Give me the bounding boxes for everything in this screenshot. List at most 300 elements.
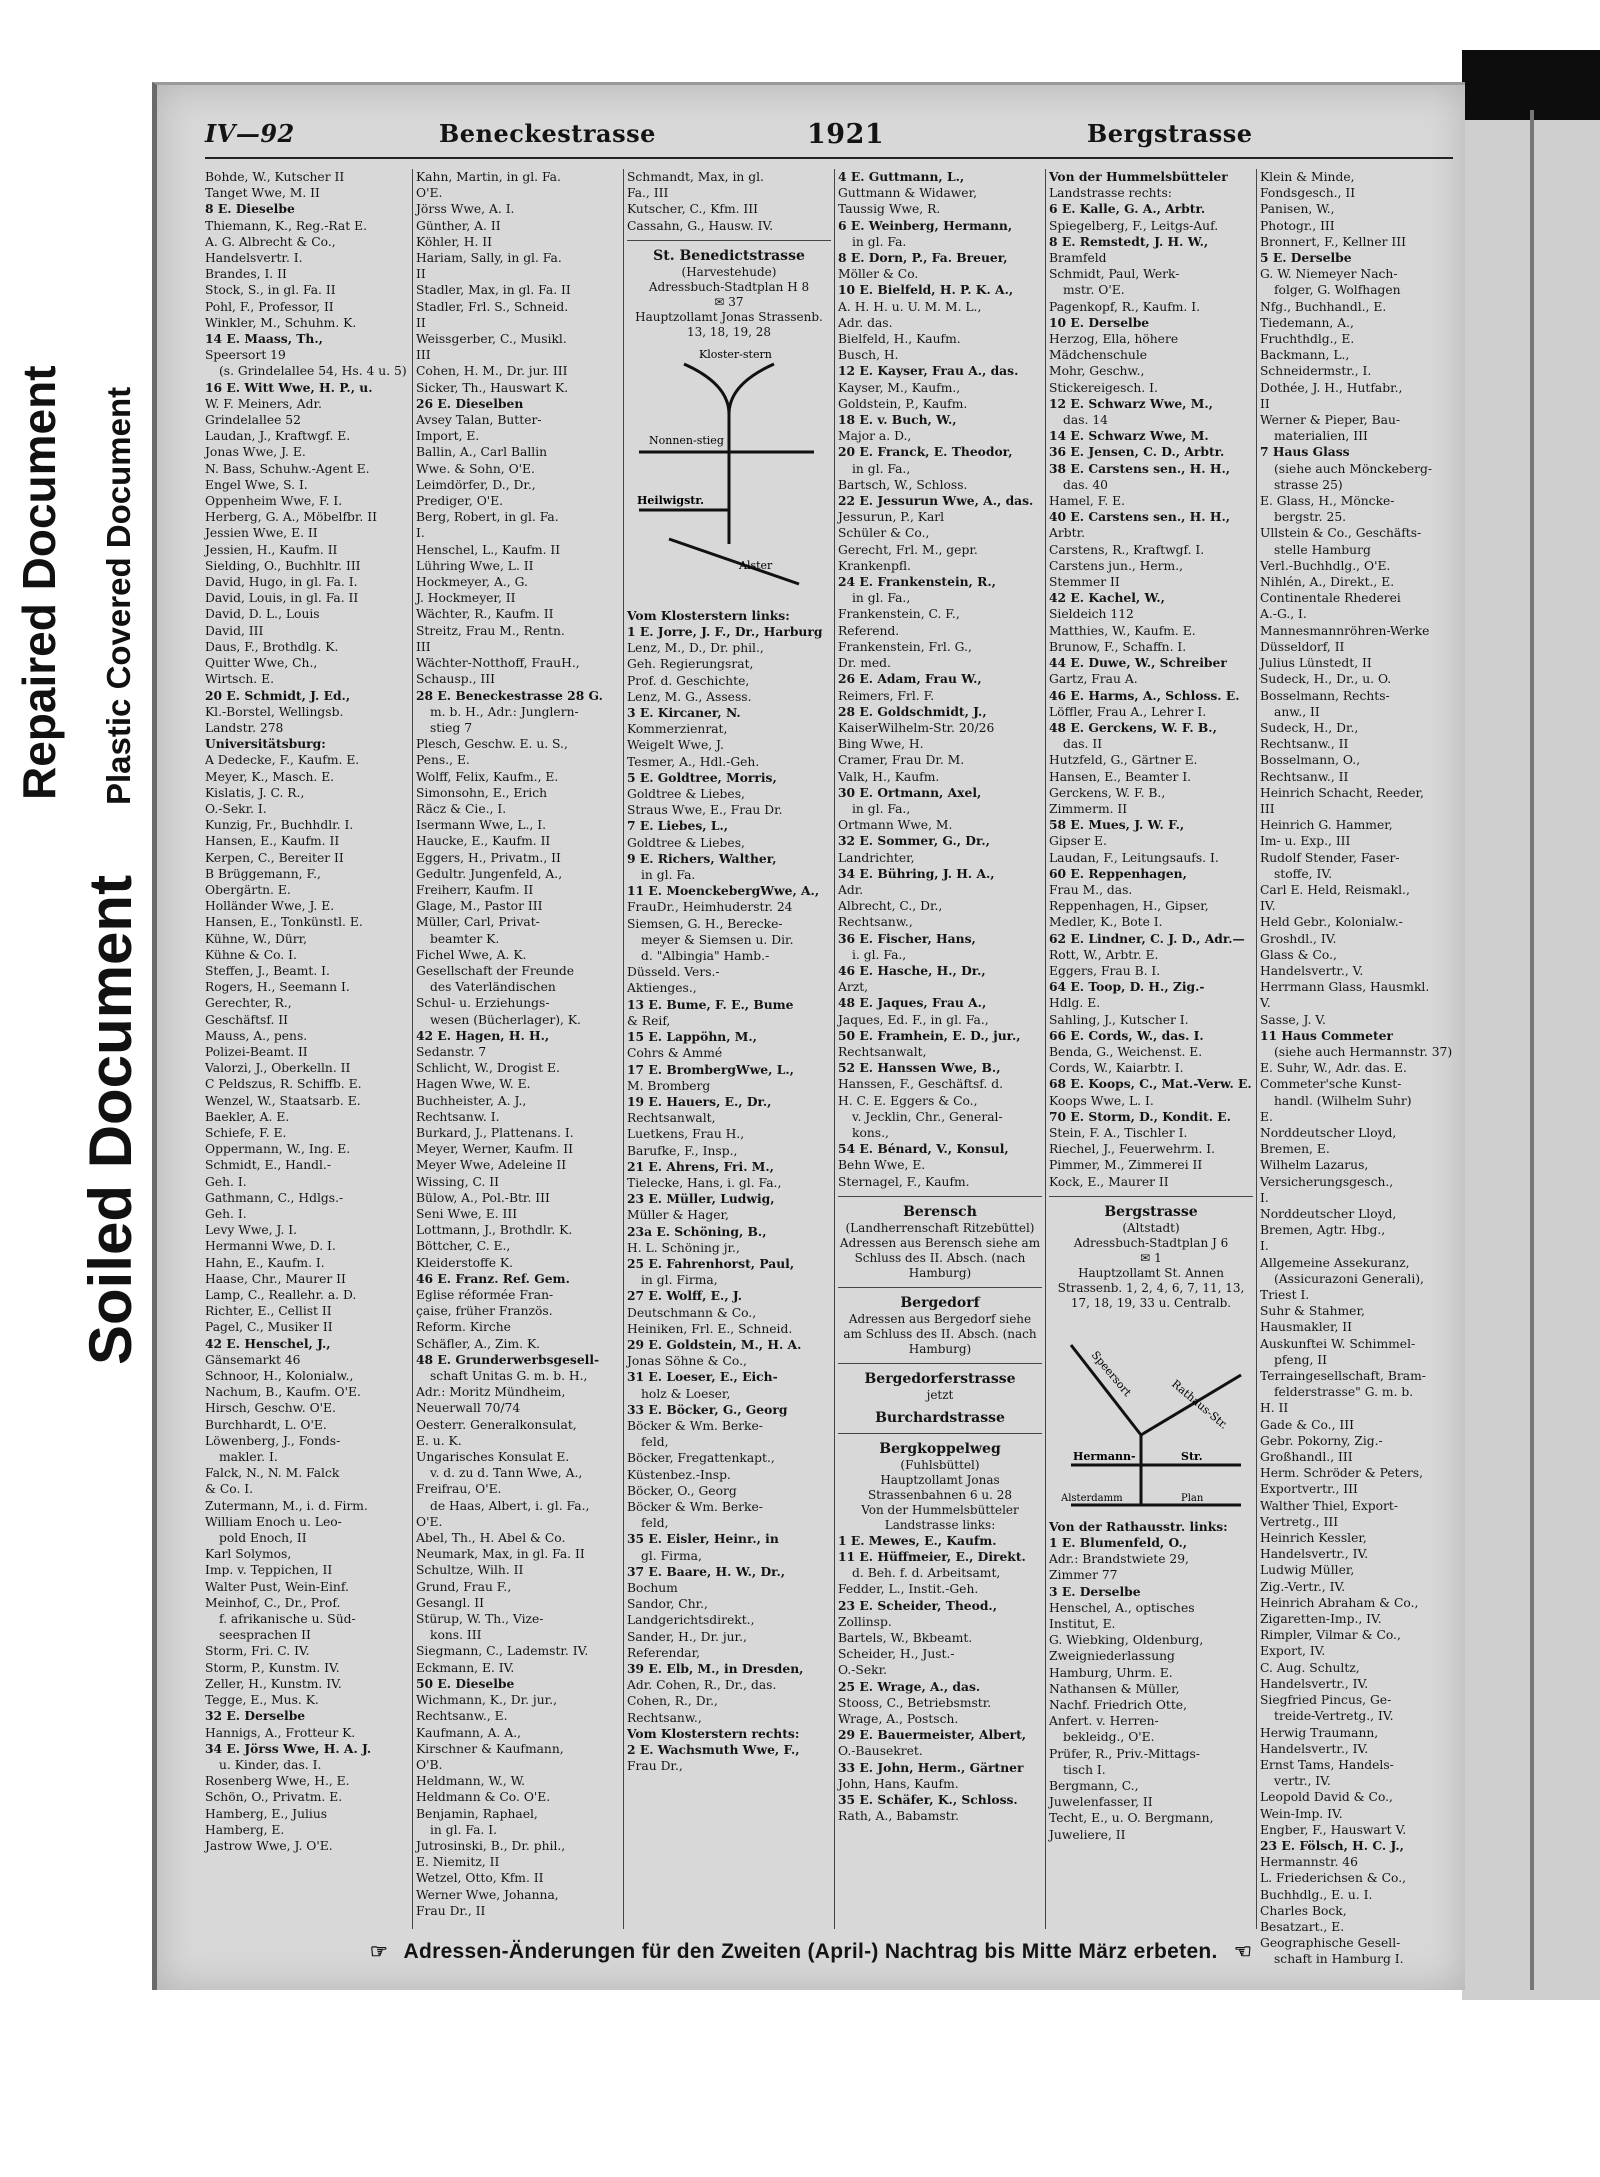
directory-entry: 37 E. Baare, H. W., Dr.,	[627, 1563, 786, 1579]
scanner-edge-line	[1530, 110, 1534, 1990]
directory-entry: II	[1260, 396, 1270, 411]
directory-entry: Rechtsanwalt,	[838, 1044, 927, 1059]
map-label-rathausstr: Rathaus-Str.	[1169, 1377, 1231, 1432]
directory-entry: Sandor, Chr.,	[627, 1597, 708, 1612]
directory-entry: Pohl, F., Professor, II	[205, 299, 334, 314]
directory-entry: Albrecht, C., Dr.,	[838, 899, 943, 914]
directory-entry: Valk, H., Kaufm.	[838, 769, 940, 784]
directory-entry: Köhler, H. II	[416, 234, 492, 249]
section-rule	[838, 1433, 1042, 1434]
directory-entry: A. G. Albrecht & Co.,	[205, 234, 336, 249]
directory-entry: 10 E. Bielfeld, H. P. K. A.,	[838, 282, 1014, 298]
directory-entry: B Brüggemann, F.,	[205, 866, 321, 881]
directory-entry: Kayser, M., Kaufm.,	[838, 380, 961, 395]
directory-entry: Gartz, Frau A.	[1049, 672, 1138, 687]
directory-entry: Tanget Wwe, M. II	[205, 186, 320, 201]
directory-entry: Wächter-Notthoff, FrauH.,	[416, 656, 580, 671]
directory-entry: Böcker & Wm. Berke-	[627, 1418, 763, 1433]
directory-entry: Imp. v. Teppichen, II	[205, 1563, 333, 1578]
directory-entry: Böcker & Wm. Berke-	[627, 1499, 763, 1514]
directory-entry: Sudeck, H., Dr., u. O.	[1260, 672, 1392, 687]
directory-entry: David, III	[205, 623, 264, 638]
street-left-heading: Beneckestrasse	[439, 119, 656, 148]
directory-entry: O.-Sekr. I.	[205, 801, 267, 816]
directory-entry: Schiefe, F. E.	[205, 1125, 287, 1140]
directory-entry: H. C. E. Eggers & Co.,	[838, 1093, 978, 1108]
directory-entry: Thiemann, K., Reg.-Rat E.	[205, 218, 367, 233]
directory-entry: Heiniken, Frl. E., Schneid.	[627, 1321, 793, 1336]
directory-entry: Kl.-Borstel, Wellingsb.	[205, 704, 344, 719]
directory-entry: Bülow, A., Pol.-Btr. III	[416, 1190, 550, 1205]
directory-entry: Müller & Hager,	[627, 1208, 729, 1223]
directory-entry: Fa., III	[627, 186, 669, 201]
pointing-hand-icon: ☞	[369, 1941, 389, 1963]
directory-entry: Fondsgesch., II	[1260, 186, 1356, 201]
directory-entry: 18 E. v. Buch, W.,	[838, 412, 957, 428]
directory-entry: A Dedecke, F., Kaufm. E.	[205, 753, 360, 768]
directory-entry: Sahling, J., Kutscher I.	[1049, 1012, 1189, 1027]
directory-entry: William Enoch u. Leo-	[205, 1514, 342, 1529]
directory-entry: Aktienges.,	[627, 981, 697, 996]
directory-entry: 50 E. Dieselbe	[416, 1675, 515, 1691]
directory-entry: Nachf. Friedrich Otte,	[1049, 1698, 1187, 1713]
footer-notice: Adressen-Änderungen für den Zweiten (April-) Nachtrag bis Mitte März erbeten.	[403, 1940, 1218, 1963]
directory-entry: (s. Grindelallee 54, Hs. 4 u. 5)	[219, 364, 407, 379]
directory-entry: kons. III	[430, 1628, 482, 1643]
directory-entry: Zimmer 77	[1049, 1568, 1118, 1583]
directory-entry: folger, G. Wolfhagen	[1274, 283, 1401, 298]
directory-entry: Rechtsanw., II	[1260, 737, 1349, 752]
directory-entry: Hamberg, E., Julius	[205, 1806, 328, 1821]
directory-entry: Siegfried Pincus, Ge-	[1260, 1693, 1392, 1708]
directory-entry: 13 E. Bume, F. E., Bume	[627, 996, 794, 1012]
directory-entry: 26 E. Adam, Frau W.,	[838, 671, 982, 687]
directory-entry: Juweliere, II	[1049, 1827, 1126, 1842]
column-2	[416, 169, 620, 1929]
directory-entry: Wichmann, K., Dr. jur.,	[416, 1693, 558, 1708]
directory-entry: 2 E. Wachsmuth Wwe, F.,	[627, 1742, 800, 1758]
directory-entry: Straus Wwe, E., Frau Dr.	[627, 803, 783, 818]
directory-entry: Pens., E.	[416, 753, 470, 768]
directory-entry: Adr.: Moritz Mündheim,	[416, 1385, 566, 1400]
directory-entry: Carstens, R., Kraftwgf. I.	[1049, 542, 1205, 557]
directory-entry: Schultze, Wilh. II	[416, 1563, 524, 1578]
directory-entry: Fedder, L., Instit.-Geh.	[838, 1582, 979, 1597]
directory-entry: f. afrikanische u. Süd-	[219, 1612, 356, 1627]
directory-entry: bergstr. 25.	[1274, 510, 1347, 525]
directory-entry: Jutrosinski, B., Dr. phil.,	[416, 1838, 566, 1853]
postal-code: ✉ 1	[1140, 1250, 1162, 1265]
directory-entry: Cohrs & Ammé	[627, 1046, 723, 1061]
directory-entry: E. Suhr, W., Adr. das. E.	[1260, 1061, 1407, 1076]
directory-entry: Löwenberg, J., Fonds-	[205, 1433, 341, 1448]
directory-entry: Jessien Wwe, E. II	[205, 526, 318, 541]
street-note: jetzt	[926, 1387, 954, 1402]
directory-entry: Hamel, F. E.	[1049, 494, 1126, 509]
directory-entry: E.	[1260, 1109, 1273, 1124]
directory-entry: V.	[1260, 996, 1271, 1011]
column-4-entries-top	[838, 169, 1042, 1190]
directory-entry: Plesch, Geschw. E. u. S.,	[416, 737, 568, 752]
directory-entry: Prüfer, R., Priv.-Mittags-	[1049, 1746, 1200, 1761]
directory-entry: Norddeutscher Lloyd,	[1260, 1125, 1397, 1140]
directory-entry: Wetzel, Otto, Kfm. II	[416, 1871, 544, 1886]
map-label-heilwigstr: Heilwigstr.	[637, 493, 704, 507]
directory-entry: Nathansen & Müller,	[1049, 1681, 1180, 1696]
directory-entry: Major a. D.,	[838, 429, 912, 444]
directory-entry: Bremen, E.	[1260, 1142, 1330, 1157]
directory-entry: Bronnert, F., Kellner III	[1260, 234, 1406, 249]
street-name: Bergkoppelweg	[879, 1440, 1001, 1457]
directory-entry: Versicherungsgesch.,	[1260, 1174, 1394, 1189]
directory-entry: Rath, A., Babamstr.	[838, 1809, 960, 1824]
plastic-covered-label: Plastic Covered Document	[100, 386, 137, 805]
directory-entry: III	[416, 639, 431, 654]
column-divider	[412, 169, 413, 1929]
directory-entry: & Reif,	[627, 1013, 671, 1028]
directory-entry: Bing Wwe, H.	[838, 737, 924, 752]
directory-entry: Glass & Co.,	[1260, 947, 1337, 962]
directory-entry: Engel Wwe, S. I.	[205, 477, 308, 492]
directory-entry: handl. (Wilhelm Suhr)	[1274, 1093, 1412, 1108]
page-footer	[157, 1939, 1465, 1964]
tram-lines: Hauptzollamt Jonas Strassenbahnen 6 u. 28	[867, 1472, 1013, 1502]
directory-entry: Kislatis, J. C. R.,	[205, 785, 305, 800]
directory-entry: Wilhelm Lazarus,	[1260, 1158, 1369, 1173]
directory-entry: Ballin, A., Carl Ballin	[416, 445, 548, 460]
directory-entry: Cohen, R., Dr.,	[627, 1694, 718, 1709]
directory-entry: 10 E. Derselbe	[1049, 314, 1150, 330]
directory-entry: Dothée, J. H., Hutfabr.,	[1260, 380, 1403, 395]
directory-entry: Anfert. v. Herren-	[1049, 1714, 1159, 1729]
directory-entry: Kerpen, C., Bereiter II	[205, 850, 344, 865]
directory-entry: Jörss Wwe, A. I.	[416, 202, 515, 217]
directory-entry: Landstrasse rechts:	[1049, 186, 1172, 201]
directory-entry: Kock, E., Maurer II	[1049, 1174, 1169, 1189]
column-5-entries-bottom	[1049, 1519, 1253, 1843]
directory-entry: Gathmann, C., Hdlgs.-	[205, 1190, 344, 1205]
directory-entry: 14 E. Maass, Th.,	[205, 331, 323, 347]
directory-entry: in gl. Fa.,	[852, 591, 911, 606]
directory-entry: 6 E. Kalle, G. A., Arbtr.	[1049, 201, 1206, 217]
directory-entry: in gl. Firma,	[641, 1273, 718, 1288]
directory-entry: Stürup, W. Th., Vize-	[416, 1612, 544, 1627]
directory-entry: Prediger, O'E.	[416, 494, 504, 509]
street-note: Adressen aus Berensch siehe am Schluss des II. Absch. (nach Hamburg)	[839, 1235, 1041, 1280]
directory-entry: Löffler, Frau A., Lehrer I.	[1049, 704, 1207, 719]
directory-entry: 4 E. Guttmann, L.,	[838, 169, 965, 184]
directory-entry: Zigaretten-Imp., IV.	[1260, 1612, 1382, 1627]
directory-entry: v. d. zu d. Tann Wwe, A.,	[430, 1466, 583, 1481]
directory-entry: Lenz, M., D., Dr. phil.,	[627, 641, 764, 656]
directory-entry: mstr. O'E.	[1063, 283, 1125, 298]
directory-entry: A.-G., I.	[1260, 607, 1307, 622]
directory-entry: Wwe. & Sohn, O'E.	[416, 461, 535, 476]
directory-entry: Wrage, A., Postsch.	[838, 1712, 959, 1727]
directory-entry: Import, E.	[416, 429, 480, 444]
directory-entry: Streitz, Frau M., Rentn.	[416, 623, 565, 638]
directory-entry: Speersort 19	[205, 348, 286, 363]
column-3-entries-bottom	[627, 608, 831, 1775]
directory-entry: Exportvertr., III	[1260, 1482, 1358, 1497]
directory-entry: Reform. Kirche	[416, 1320, 511, 1335]
directory-entry: Quitter Wwe, Ch.,	[205, 656, 318, 671]
side-labels	[0, 140, 150, 1365]
directory-entry: in gl. Fa.,	[852, 801, 911, 816]
directory-entry: wesen (Bücherlager), K.	[430, 1012, 581, 1027]
directory-entry: Freifrau, O'E.	[416, 1482, 502, 1497]
directory-entry: 62 E. Lindner, C. J. D., Adr.—	[1049, 930, 1245, 946]
directory-entry: Pimmer, M., Zimmerei II	[1049, 1158, 1203, 1173]
section-rule	[838, 1287, 1042, 1288]
directory-entry: Winkler, M., Schuhm. K.	[205, 315, 357, 330]
directory-entry: Kühne & Co. I.	[205, 947, 297, 962]
column-6	[1260, 169, 1464, 1967]
directory-entry: 23a E. Schöning, B.,	[627, 1223, 767, 1239]
directory-entry: in gl. Fa. I.	[430, 1822, 497, 1837]
directory-entry: David, D. L., Louis	[205, 607, 320, 622]
directory-entry: Rimpler, Vilmar & Co.,	[1260, 1628, 1401, 1643]
street-name: Bergedorf	[900, 1294, 980, 1311]
directory-entry: 11 E. Hüffmeier, E., Direkt.	[838, 1549, 1026, 1564]
directory-entry: Jonas Söhne & Co.,	[627, 1354, 747, 1369]
directory-entry: 12 E. Kayser, Frau A., das.	[838, 363, 1019, 379]
map-label-hermann: Hermann-	[1073, 1449, 1136, 1463]
directory-entry: 15 E. Lappöhn, M.,	[627, 1029, 757, 1045]
directory-entry: Hirsch, Geschw. O'E.	[205, 1401, 336, 1416]
map-label-str: Str.	[1181, 1449, 1203, 1463]
directory-entry: David, Hugo, in gl. Fa. I.	[205, 575, 358, 590]
directory-entry: Lühring Wwe, L. II	[416, 558, 534, 573]
directory-entry: Kunzig, Fr., Buchhdlr. I.	[205, 818, 354, 833]
tram-lines: Hauptzollamt Jonas Strassenb. 13, 18, 19, 28	[635, 309, 823, 339]
street-district: (Landherrenschaft Ritzebüttel)	[845, 1220, 1035, 1235]
column-5-entries-top	[1049, 169, 1253, 1190]
directory-entry: 70 E. Storm, D., Kondit. E.	[1049, 1108, 1231, 1124]
directory-entry: Mannesmannröhren-Werke	[1260, 623, 1430, 638]
directory-entry: Schäfler, A., Zim. K.	[416, 1336, 541, 1351]
directory-entry: Böcker, Fregattenkapt.,	[627, 1451, 775, 1466]
directory-entry: 48 E. Grunderwerbsgesell-	[416, 1351, 600, 1367]
directory-entry: Ungarisches Konsulat E.	[416, 1450, 570, 1465]
directory-entry: E. u. K.	[416, 1433, 462, 1448]
directory-entry: Walter Pust, Wein-Einf.	[205, 1579, 349, 1594]
directory-entry: Referend.	[838, 623, 900, 638]
directory-entry: 5 E. Goldtree, Morris,	[627, 769, 777, 785]
directory-entry: Handelsvertr., IV.	[1260, 1547, 1369, 1562]
directory-entry: Kühne, W., Dürr,	[205, 931, 308, 946]
directory-entry: Hansen, E., Beamter I.	[1049, 769, 1192, 784]
directory-entry: Brandes, I. II	[205, 267, 287, 282]
directory-entry: Held Gebr., Kolonialw.-	[1260, 915, 1403, 930]
directory-entry: Burkard, J., Plattenans. I.	[416, 1125, 574, 1140]
directory-entry: Obergärtn. E.	[205, 882, 291, 897]
directory-entry: Gänsemarkt 46	[205, 1352, 301, 1367]
street-name: Bergstrasse	[1104, 1203, 1198, 1220]
directory-entry: Dr. med.	[838, 656, 891, 671]
directory-entry: schaft in Hamburg I.	[1274, 1952, 1404, 1967]
directory-entry: de Haas, Albert, i. gl. Fa.,	[430, 1498, 590, 1513]
directory-entry: vertr., IV.	[1274, 1774, 1331, 1789]
directory-entry: Landrichter,	[838, 850, 915, 865]
directory-entry: Ernst Tams, Handels-	[1260, 1757, 1394, 1772]
directory-entry: 35 E. Schäfer, K., Schloss.	[838, 1792, 1018, 1808]
directory-entry: Haucke, E., Kaufm. II	[416, 834, 551, 849]
directory-entry: v. Jecklin, Chr., General-	[852, 1109, 1003, 1124]
directory-entry: Handelsvertr., V.	[1260, 963, 1364, 978]
directory-entry: & Co. I.	[205, 1482, 254, 1497]
directory-entry: Referendar,	[627, 1645, 701, 1660]
column-5	[1049, 169, 1253, 1929]
directory-entry: C Peldszus, R. Schiffb. E.	[205, 1077, 362, 1092]
directory-entry: Polizei-Beamt. II	[205, 1044, 308, 1059]
directory-entry: Reppenhagen, H., Gipser,	[1049, 899, 1209, 914]
directory-entry: 32 E. Sommer, G., Dr.,	[838, 833, 990, 849]
directory-entry: Landgerichtsdirekt.,	[627, 1613, 755, 1628]
directory-entry: 42 E. Henschel, J.,	[205, 1335, 331, 1351]
directory-entry: 20 E. Schmidt, J. Ed.,	[205, 687, 351, 703]
directory-entry: Zutermann, M., i. d. Firm.	[205, 1498, 368, 1513]
directory-entry: Medler, K., Bote I.	[1049, 915, 1163, 930]
directory-entry: Norddeutscher Lloyd,	[1260, 1207, 1397, 1221]
directory-entry: M. Bromberg	[627, 1078, 711, 1093]
directory-entry: Eglise réformée Fran-	[416, 1288, 554, 1303]
column-1	[205, 169, 409, 1929]
directory-entry: 66 E. Cords, W., das. I.	[1049, 1027, 1204, 1043]
directory-entry: kons.,	[852, 1125, 889, 1140]
directory-entry: Mohr, Geschw.,	[1049, 364, 1145, 379]
directory-entry: Adr.: Brandstwiete 29,	[1049, 1552, 1189, 1567]
directory-entry: Geh. Regierungsrat,	[627, 657, 754, 672]
directory-entry: Stadler, Max, in gl. Fa. II	[416, 283, 571, 298]
directory-entry: 14 E. Schwarz Wwe, M.	[1049, 428, 1209, 444]
directory-entry: Bohde, W., Kutscher II	[205, 170, 345, 184]
directory-entry: Grund, Frau F.,	[416, 1579, 512, 1594]
map-label-alster: Alster	[739, 558, 773, 572]
directory-entry: Rosenberg Wwe, H., E.	[205, 1774, 350, 1789]
directory-entry: Rogers, H., Seemann I.	[205, 980, 350, 995]
directory-entry: KaiserWilhelm-Str. 20/26	[838, 720, 995, 735]
directory-entry: in gl. Fa.	[852, 234, 907, 249]
directory-entry: in gl. Fa.	[641, 868, 696, 883]
directory-entry: 1 E. Blumenfeld, O.,	[1049, 1535, 1188, 1550]
directory-entry: pold Enoch, II	[219, 1531, 307, 1546]
directory-entry: 68 E. Koops, C., Mat.-Verw. E.	[1049, 1076, 1252, 1092]
directory-entry: Suhr & Stahmer,	[1260, 1304, 1365, 1319]
directory-entry: 1 E. Mewes, E., Kaufm.	[838, 1532, 997, 1548]
directory-entry: 46 E. Hasche, H., Dr.,	[838, 962, 986, 978]
directory-entry: Allgemeine Assekuranz,	[1260, 1255, 1410, 1270]
street-map-bergstrasse	[1051, 1315, 1251, 1515]
directory-entry: Hagen Wwe, W. E.	[416, 1077, 531, 1092]
directory-entry: Heldmann & Co. O'E.	[416, 1790, 551, 1805]
directory-entry: Bochum	[627, 1581, 678, 1595]
directory-entry: makler. I.	[219, 1450, 278, 1465]
directory-entry: Sielding, O., Buchhltr. III	[205, 558, 361, 573]
directory-entry: David, Louis, in gl. Fa. II	[205, 591, 359, 606]
section-rule	[838, 1363, 1042, 1364]
directory-entry: Institut, E.	[1049, 1617, 1116, 1632]
directory-entry: gl. Firma,	[641, 1548, 702, 1563]
directory-entry: Carstens jun., Herm.,	[1049, 558, 1184, 573]
directory-entry: 34 E. Jörss Wwe, H. A. J.	[205, 1740, 372, 1756]
header-rule	[205, 157, 1453, 159]
directory-entry: 42 E. Hagen, H. H.,	[416, 1027, 550, 1043]
directory-entry: Kahn, Martin, in gl. Fa.	[416, 170, 561, 184]
column-divider	[834, 169, 835, 1929]
directory-entry: Kirschner & Kaufmann,	[416, 1741, 564, 1756]
map-label-nonnenstieg: Nonnen-stieg	[649, 433, 724, 447]
directory-entry: stoffe, IV.	[1274, 866, 1332, 881]
directory-entry: Stooss, C., Betriebsmstr.	[838, 1695, 992, 1710]
directory-entry: Julius Lünstedt, II	[1260, 656, 1372, 671]
directory-entry: Charles Bock,	[1260, 1903, 1347, 1918]
directory-entry: Backmann, L.,	[1260, 348, 1350, 363]
directory-entry: Schön, O., Privatm. E.	[205, 1790, 343, 1805]
directory-entry: Frau M., das.	[1049, 882, 1133, 897]
directory-entry: d. "Albingia" Hamb.-	[641, 949, 770, 964]
directory-entry: Von der Hummelsbütteler	[1049, 169, 1228, 184]
directory-entry: Nihlén, A., Direkt., E.	[1260, 575, 1395, 590]
directory-entry: Oesterr. Generalkonsulat,	[416, 1417, 577, 1432]
directory-entry: 33 E. Böcker, G., Georg	[627, 1401, 788, 1417]
street-map-svg	[629, 344, 829, 604]
directory-entry: Zig.-Vertr., IV.	[1260, 1579, 1346, 1594]
directory-entry: Herberg, G. A., Möbelfbr. II	[205, 510, 377, 525]
directory-entry: Rechtsanw., E.	[416, 1709, 508, 1724]
column-divider	[1045, 169, 1046, 1929]
directory-entry: d. Beh. f. d. Arbeitsamt,	[852, 1566, 1001, 1581]
directory-entry: 12 E. Schwarz Wwe, M.,	[1049, 395, 1213, 411]
directory-entry: Behn Wwe, E.	[838, 1158, 926, 1173]
directory-entry: 11 Haus Commeter	[1260, 1027, 1393, 1043]
directory-entry: Burchhardt, L. O'E.	[205, 1417, 327, 1432]
directory-entry: Herzog, Ella, höhere	[1049, 332, 1179, 347]
directory-entry: H. II	[1260, 1401, 1289, 1416]
street-plan-ref: Adressbuch-Stadtplan H 8	[648, 279, 810, 294]
directory-entry: Siegmann, C., Lademstr. IV.	[416, 1644, 589, 1659]
directory-entry: Commeter'sche Kunst-	[1260, 1077, 1402, 1092]
directory-entry: Wolff, Felix, Kaufm., E.	[416, 769, 559, 784]
directory-entry: 27 E. Wolff, E., J.	[627, 1288, 743, 1304]
directory-entry: 17 E. BrombergWwe, L.,	[627, 1061, 794, 1077]
directory-entry: Berg, Robert, in gl. Fa.	[416, 510, 559, 525]
directory-entry: Geh. I.	[205, 1174, 247, 1189]
directory-entry: Nfg., Buchhandl., E.	[1260, 299, 1387, 314]
directory-entry: Schul- u. Erziehungs-	[416, 996, 550, 1011]
directory-entry: O.-Bausekret.	[838, 1744, 923, 1759]
directory-entry: Bremen, Agtr. Hbg.,	[1260, 1223, 1386, 1238]
directory-entry: 48 E. Jaques, Frau A.,	[838, 995, 987, 1011]
directory-entry: H. L. Schöning jr.,	[627, 1240, 740, 1255]
directory-entry: Hermanni Wwe, D. I.	[205, 1239, 336, 1254]
directory-entry: Triest I.	[1260, 1288, 1310, 1303]
directory-entry: Schnoor, H., Kolonialw.,	[205, 1369, 354, 1384]
directory-entry: bekleidg., O'E.	[1063, 1730, 1155, 1745]
directory-entry: E. Glass, H., Möncke-	[1260, 494, 1395, 509]
directory-entry: Bartels, W., Bkbeamt.	[838, 1631, 973, 1646]
directory-entry: Jessurun, P., Karl	[838, 510, 945, 525]
directory-entry: Heinrich G. Hammer,	[1260, 818, 1393, 833]
directory-entry: Wirtsch. E.	[205, 672, 274, 687]
directory-entry: Pagenkopf, R., Kaufm. I.	[1049, 299, 1200, 314]
directory-entry: 64 E. Toop, D. H., Zig.-	[1049, 979, 1205, 995]
directory-entry: Hutzfeld, G., Gärtner E.	[1049, 753, 1198, 768]
directory-entry: Buchhdlg., E. u. I.	[1260, 1887, 1373, 1902]
directory-entry: Cohen, H. M., Dr. jur. III	[416, 364, 568, 379]
directory-entry: Hannigs, A., Frotteur K.	[205, 1725, 356, 1740]
directory-entry: Oppenheim Wwe, F. I.	[205, 494, 343, 509]
